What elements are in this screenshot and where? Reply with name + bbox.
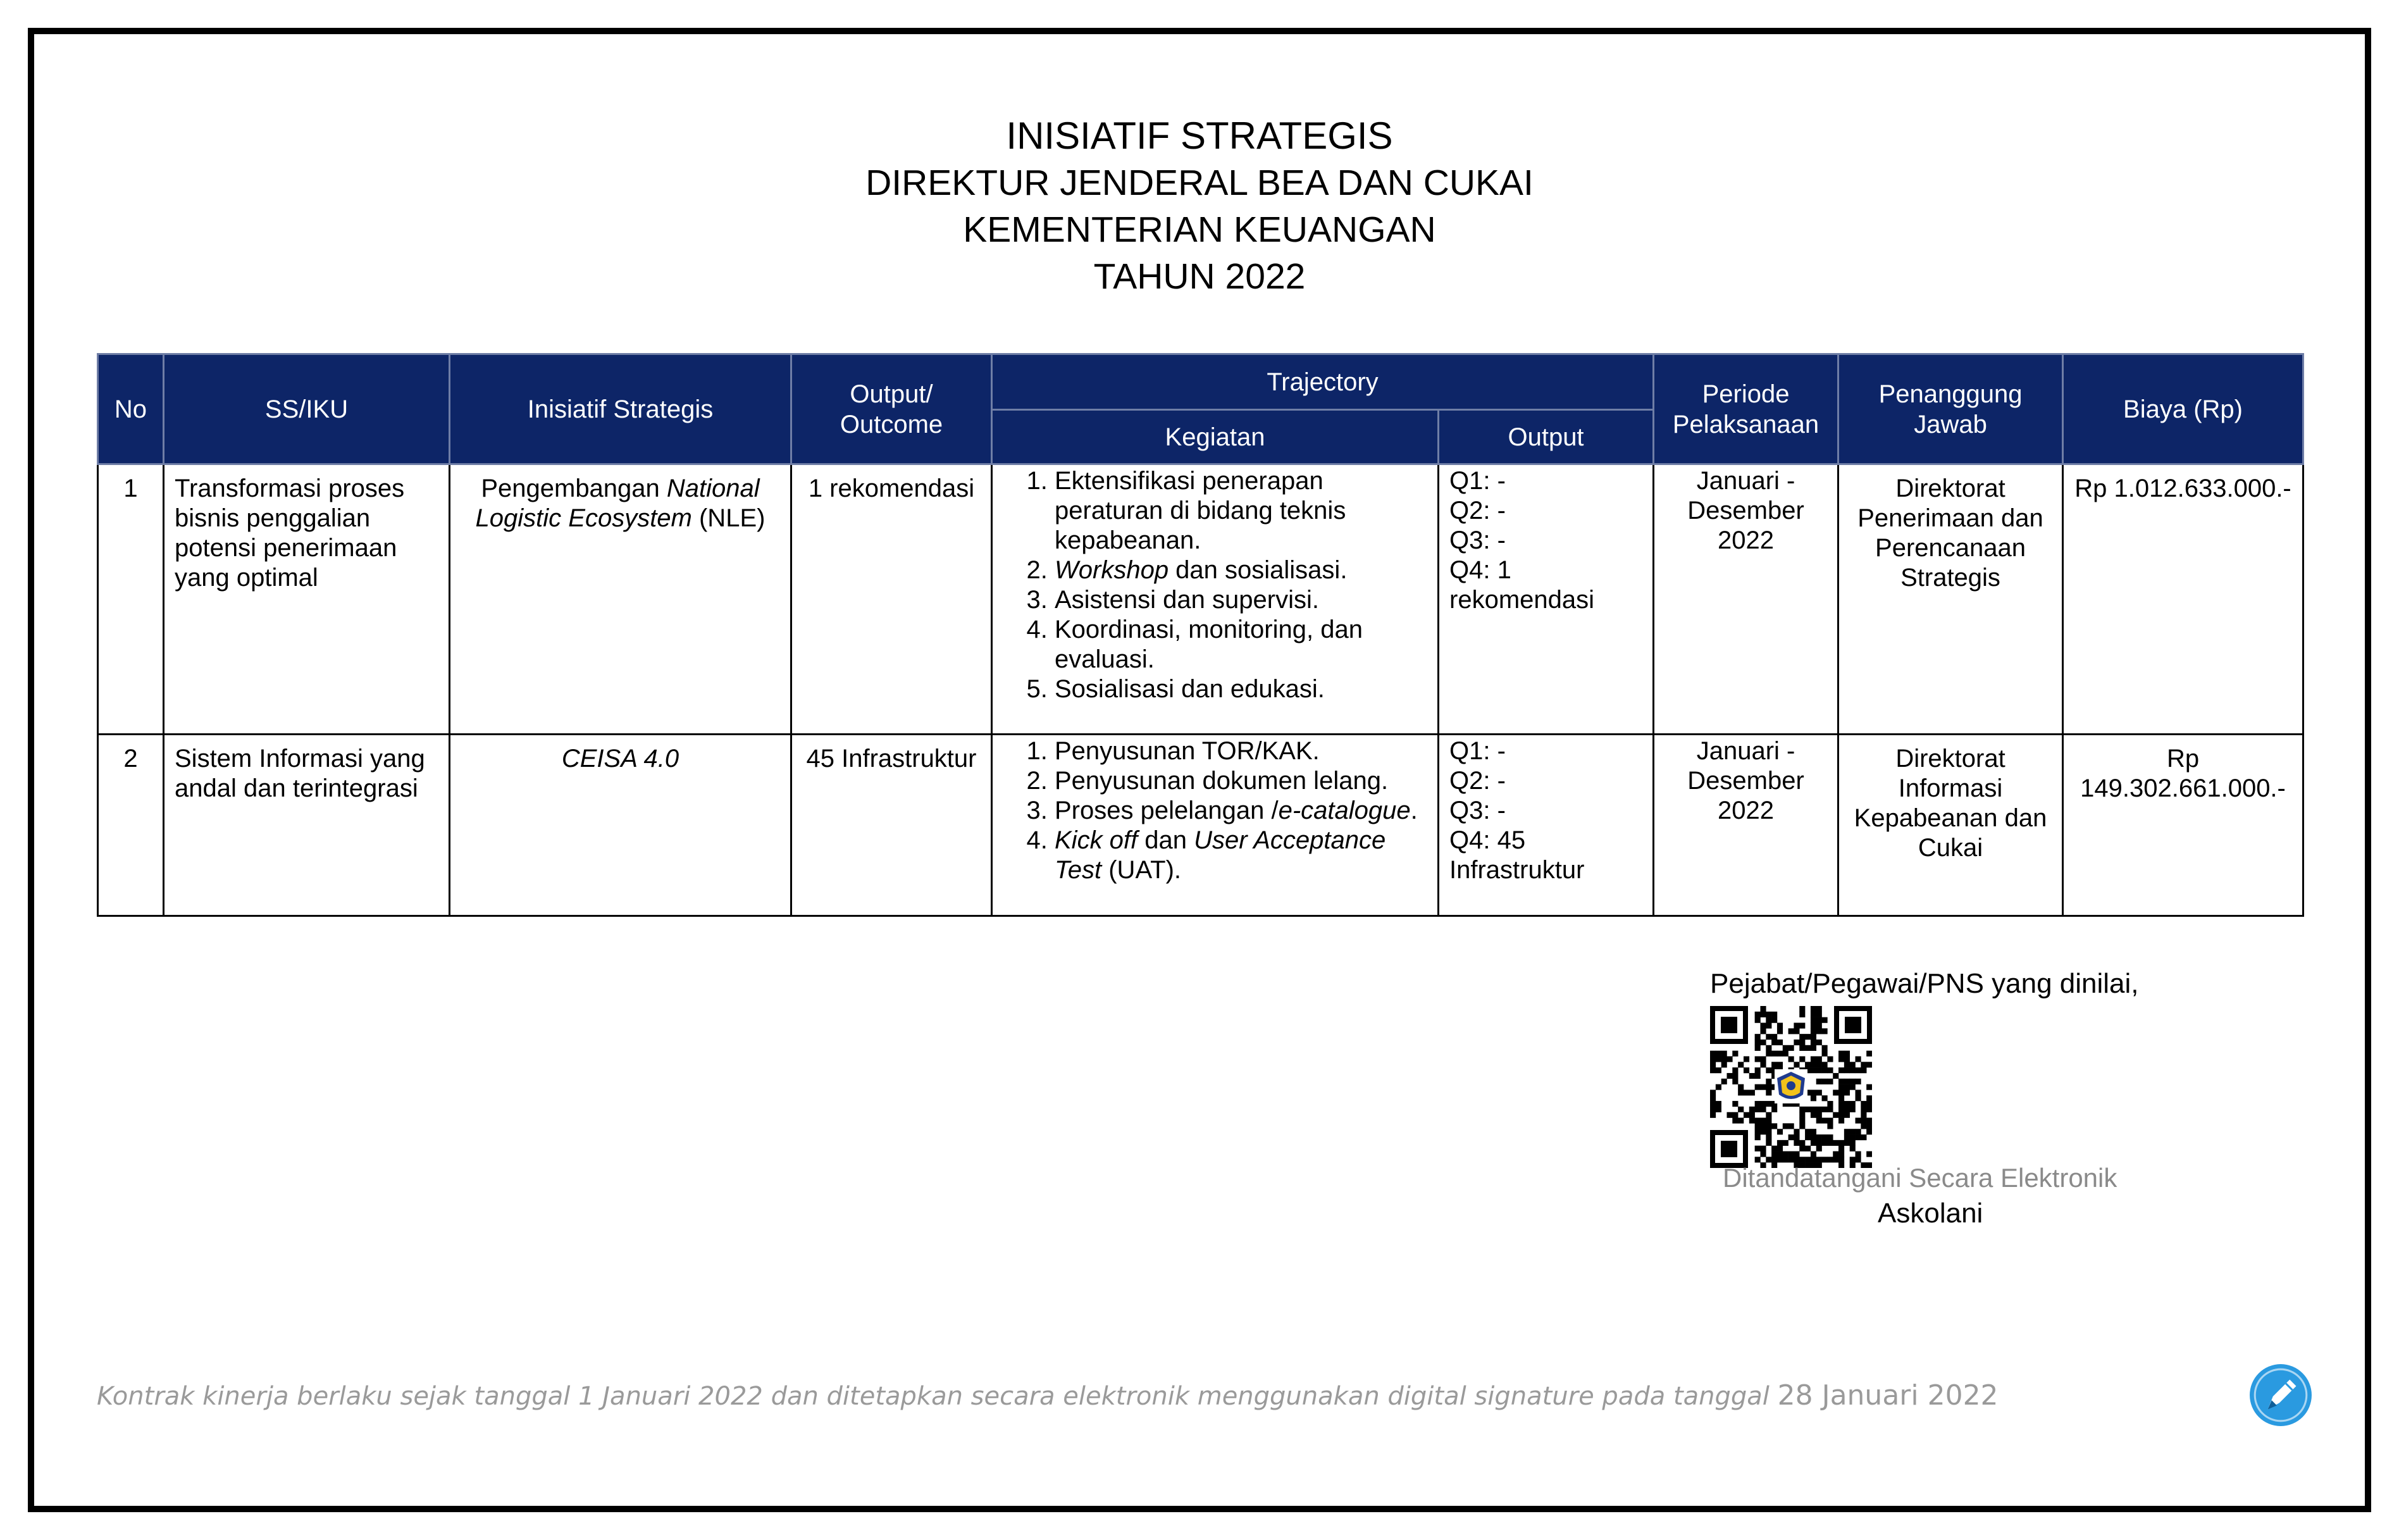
header-kegiatan: Kegiatan <box>992 410 1439 464</box>
cell-periode: Januari - Desember 2022 <box>1654 735 1838 916</box>
header-biaya: Biaya (Rp) <box>2063 354 2303 464</box>
signature-title: Pejabat/Pegawai/PNS yang dinilai, <box>1710 968 2139 999</box>
cell-output-outcome: 1 rekomendasi <box>791 464 992 735</box>
header-no: No <box>98 354 164 464</box>
cell-output-quarters: Q1: - Q2: - Q3: - Q4: 45 Infrastruktur <box>1439 735 1654 916</box>
header-trajectory: Trajectory <box>992 354 1654 410</box>
strategic-initiatives-table <box>97 353 2304 917</box>
qr-code-icon[interactable] <box>1710 1006 1872 1168</box>
cell-kegiatan <box>992 735 1439 916</box>
signature-note: Ditandatangani Secara Elektronik <box>1723 1163 2117 1193</box>
header-inisiatif-strategis: Inisiatif Strategis <box>450 354 791 464</box>
list-item: 2. Penyusunan dokumen lelang. <box>1055 766 1427 796</box>
cell-no: 2 <box>98 735 164 916</box>
signature-block <box>1710 967 2166 1229</box>
cell-biaya: Rp 1.012.633.000.- <box>2063 464 2303 735</box>
title-line-1: INISIATIF STRATEGIS <box>1006 115 1393 157</box>
list-item: 2. Workshop dan sosialisasi. <box>1055 556 1427 585</box>
cell-biaya: Rp 149.302.661.000.- <box>2063 735 2303 916</box>
list-item: 5. Sosialisasi dan edukasi. <box>1055 674 1427 704</box>
header-periode: Periode Pelaksanaan <box>1654 354 1838 464</box>
cell-inisiatif: CEISA 4.0 <box>450 735 791 916</box>
list-item: 1. Ektensifikasi penerapan peraturan di bidang teknis kepabeanan. <box>1055 466 1427 556</box>
footer-note: Kontrak kinerja berlaku sejak tanggal 1 Januari 2022 dan ditetapkan secara elektronik menggunakan digital signature pada tanggal 28 Januari 2022 <box>97 1379 1999 1412</box>
title-line-3: KEMENTERIAN KEUANGAN <box>963 209 1436 250</box>
cell-periode: Januari - Desember 2022 <box>1654 464 1838 735</box>
signatory-name: Askolani <box>1878 1198 1983 1229</box>
header-output: Output <box>1439 410 1654 464</box>
list-item: 1. Penyusunan TOR/KAK. <box>1055 736 1427 766</box>
table-row <box>98 735 2303 916</box>
title-line-2: DIREKTUR JENDERAL BEA DAN CUKAI <box>865 163 1534 203</box>
list-item: 3. Proses pelelangan /e-catalogue. <box>1055 796 1427 826</box>
header-output-outcome: Output/ Outcome <box>791 354 992 464</box>
kegiatan-list <box>1003 466 1427 704</box>
cell-kegiatan <box>992 464 1439 735</box>
title-line-4: TAHUN 2022 <box>1093 256 1306 297</box>
list-item: 4. Kick off dan User Acceptance Test (UAT). <box>1055 826 1427 885</box>
cell-ss-iku: Sistem Informasi yang andal dan terintegrasi <box>164 735 450 916</box>
list-item: 4. Koordinasi, monitoring, dan evaluasi. <box>1055 615 1427 674</box>
cell-penanggung-jawab: Direktorat Informasi Kepabeanan dan Cukai <box>1838 735 2063 916</box>
list-item: 3. Asistensi dan supervisi. <box>1055 585 1427 615</box>
document-title <box>0 113 2399 300</box>
header-penanggung-jawab: Penanggung Jawab <box>1838 354 2063 464</box>
header-ss-iku: SS/IKU <box>164 354 450 464</box>
cell-inisiatif: Pengembangan National Logistic Ecosystem (NLE) <box>450 464 791 735</box>
table-row <box>98 464 2303 735</box>
kemenkeu-emblem-icon <box>1775 1069 1807 1103</box>
kegiatan-list <box>1003 736 1427 885</box>
cell-output-outcome: 45 Infrastruktur <box>791 735 992 916</box>
digital-signature-pen-icon <box>2248 1363 2313 1427</box>
cell-penanggung-jawab: Direktorat Penerimaan dan Perencanaan Strategis <box>1838 464 2063 735</box>
footer-date: 28 Januari 2022 <box>1777 1379 1999 1412</box>
cell-ss-iku: Transformasi proses bisnis penggalian potensi penerimaan yang optimal <box>164 464 450 735</box>
cell-output-quarters: Q1: - Q2: - Q3: - Q4: 1 rekomendasi <box>1439 464 1654 735</box>
cell-no: 1 <box>98 464 164 735</box>
